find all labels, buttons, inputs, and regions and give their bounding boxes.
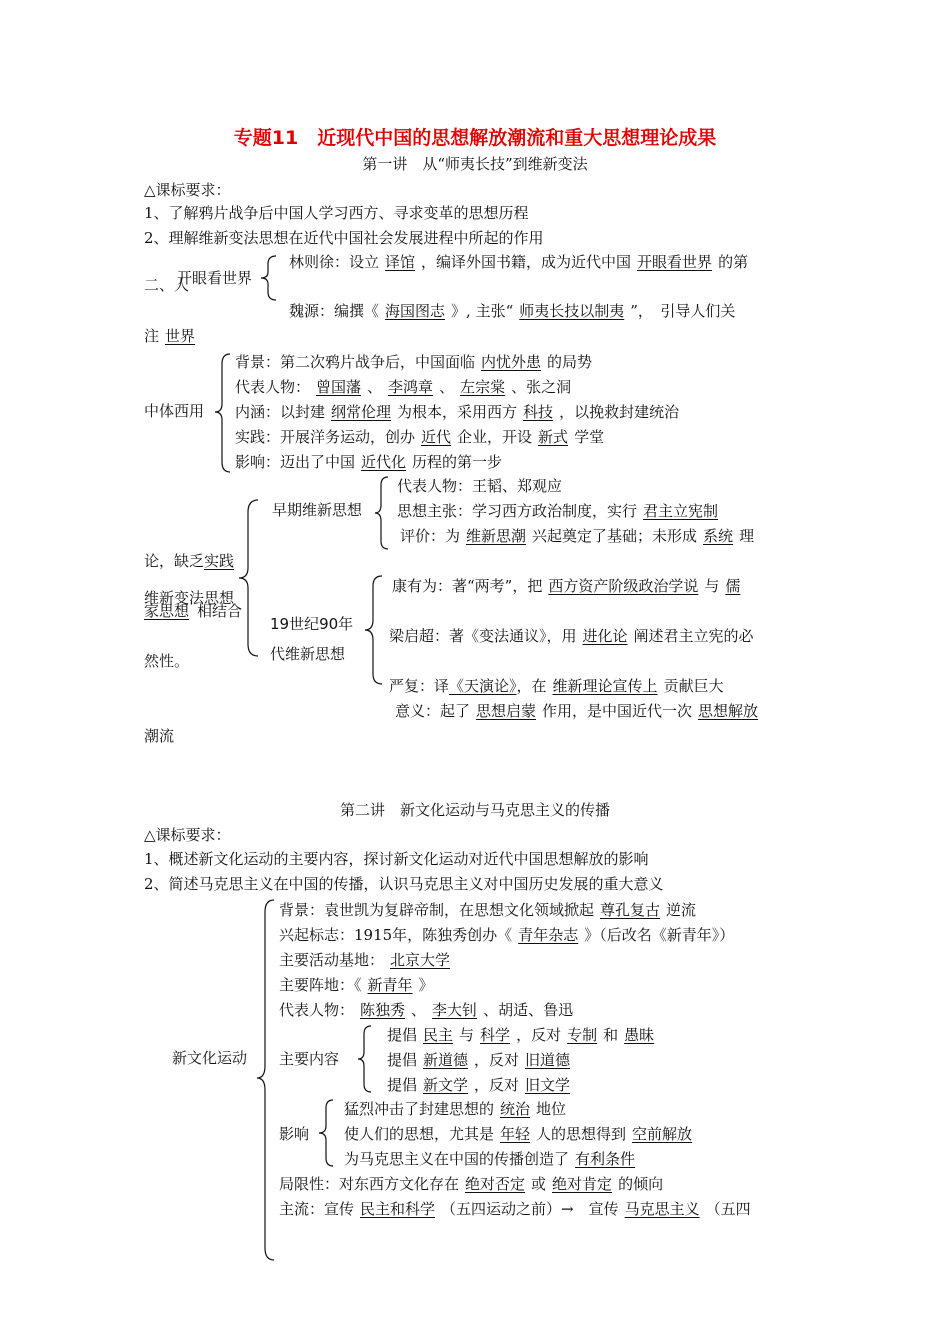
xwh-brace — [254, 898, 278, 1262]
xwh-zl: 主流：宣传 民主和科学 （五四运动之前）→ 宣传 马克思主义 （五四 — [279, 1200, 751, 1218]
wx-early-lun: 论，缺乏实践 — [144, 552, 235, 570]
ztxy-sj: 实践：开展洋务运动，创办 近代 企业，开设 新式 学堂 — [235, 428, 605, 446]
l1-req-2: 2、理解维新变法思想在近代中国社会发展进程中所起的作用 — [144, 229, 544, 247]
wx-yy: 意义：起了 思想启蒙 作用，是中国近代一次 思想解放 — [395, 702, 759, 720]
xwh-bg: 背景：袁世凯为复辟帝制，在思想文化领域掀起 尊孔复古 逆流 — [279, 901, 697, 919]
xwh-jd: 主要活动基地： 北京大学 — [279, 951, 451, 969]
xwh-rw: 代表人物： 陈独秀 、 李大钊 、胡适、鲁迅 — [279, 1001, 574, 1019]
wx-early-label: 早期维新思想 — [272, 501, 363, 519]
wx-liang-cont: 然性。 — [144, 652, 190, 670]
xwh-yx-3: 为马克思主义在中国的传播创造了 有利条件 — [344, 1150, 636, 1168]
xwh-nr-label: 主要内容 — [279, 1050, 340, 1068]
ztxy-rep: 代表人物： 曾国藩 、 李鸿章 、 左宗棠 、张之洞 — [235, 378, 572, 396]
wx-main-brace — [236, 498, 262, 658]
xwh-nr-brace — [355, 1024, 375, 1094]
lecture2-heading: 第二讲 新文化运动与马克思主义的传播 — [339, 801, 610, 819]
xwh-zd: 主要阵地：《 新青年 》 — [279, 976, 434, 994]
kyks-cont: 注 世界 — [144, 327, 196, 345]
wx-liang: 梁启超：著《变法通议》，用 进化论 阐述君主立宪的必 — [389, 627, 754, 645]
wx-main-label: 维新变法思想 — [144, 589, 235, 607]
xwh-nr-1: 提倡 民主 与 科学 ，反对 专制 和 愚昧 — [387, 1026, 655, 1044]
wx-late-label-2: 代维新思想 — [270, 645, 346, 663]
xwh-yx-2: 使人们的思想，尤其是 年轻 人的思想得到 空前解放 — [344, 1125, 693, 1143]
xwh-jx: 局限性：对东西方文化存在 绝对否定 或 绝对肯定 的倾向 — [279, 1175, 664, 1193]
ztxy-bg: 背景：第二次鸦片战争后，中国面临 内忧外患 的局势 — [235, 353, 593, 371]
wx-yy-cont: 潮流 — [144, 727, 175, 745]
wx-late-label-1: 19世纪90年 — [270, 615, 354, 633]
wx-kang: 康有为：著“两考”，把 西方资产阶级政治学说 与 儒 — [392, 577, 741, 595]
l2-req-1: 1、概述新文化运动的主要内容，探讨新文化运动对近代中国思想解放的影响 — [144, 850, 649, 868]
xwh-yx-label: 影响 — [279, 1125, 310, 1143]
ztxy-brace — [212, 352, 234, 474]
wx-early-rep: 代表人物：王韬、郑观应 — [397, 477, 563, 495]
kyks-label: 开眼看世界 — [177, 269, 253, 287]
wx-kang-cont: 家思想 相结合 — [144, 602, 243, 620]
page-title: 专题11 近现代中国的思想解放潮流和重大思想理论成果 — [233, 127, 717, 149]
xwh-xq: 兴起标志：1915年，陈独秀创办《 青年杂志 》（后改名《新青年》） — [279, 926, 735, 944]
l2-req-head: △课标要求： — [144, 826, 231, 844]
wx-early-zz: 思想主张：学习西方政治制度，实行 君主立宪制 — [397, 502, 719, 520]
wx-early-pj: 评价：为 维新思潮 兴起奠定了基础；未形成 系统 理 — [400, 527, 755, 545]
xwh-yx-1: 猛烈冲击了封建思想的 统治 地位 — [344, 1100, 567, 1118]
l2-req-2: 2、简述马克思主义在中国的传播，认识马克思主义对中国历史发展的重大意义 — [144, 875, 664, 893]
kyks-wei: 魏源：编撰《 海国图志 》, 主张“ 师夷长技以制夷 ”， 引导人们关 — [289, 302, 736, 320]
lecture1-heading: 第一讲 从“师夷长技”到维新变法 — [362, 155, 588, 173]
l1-req-head: △课标要求： — [144, 181, 231, 199]
kyks-lin: 林则徐：设立 译馆 ，编译外国书籍，成为近代中国 开眼看世界 的第 — [289, 253, 749, 271]
xwh-nr-3: 提倡 新文学 ，反对 旧文学 — [387, 1076, 571, 1094]
xwh-yx-brace — [316, 1098, 338, 1168]
ztxy-label: 中体西用 — [144, 402, 205, 420]
ztxy-nh: 内涵：以封建 纲常伦理 为根本，采用西方 科技 ，以挽救封建统治 — [235, 403, 680, 421]
wx-yan: 严复：译《天演论》，在 维新理论宣传上 贡献巨大 — [389, 677, 724, 695]
l1-req-1: 1、了解鸦片战争后中国人学习西方、寻求变革的思想历程 — [144, 204, 529, 222]
xwh-nr-2: 提倡 新道德 ，反对 旧道德 — [387, 1051, 571, 1069]
kyks-prefix: 二、人 — [144, 276, 190, 294]
ztxy-yx: 影响：迈出了中国 近代化 历程的第一步 — [235, 453, 503, 471]
kyks-brace — [258, 254, 280, 302]
wx-early-brace — [372, 475, 392, 551]
xwh-label: 新文化运动 — [172, 1049, 248, 1067]
wx-late-brace — [362, 574, 386, 686]
